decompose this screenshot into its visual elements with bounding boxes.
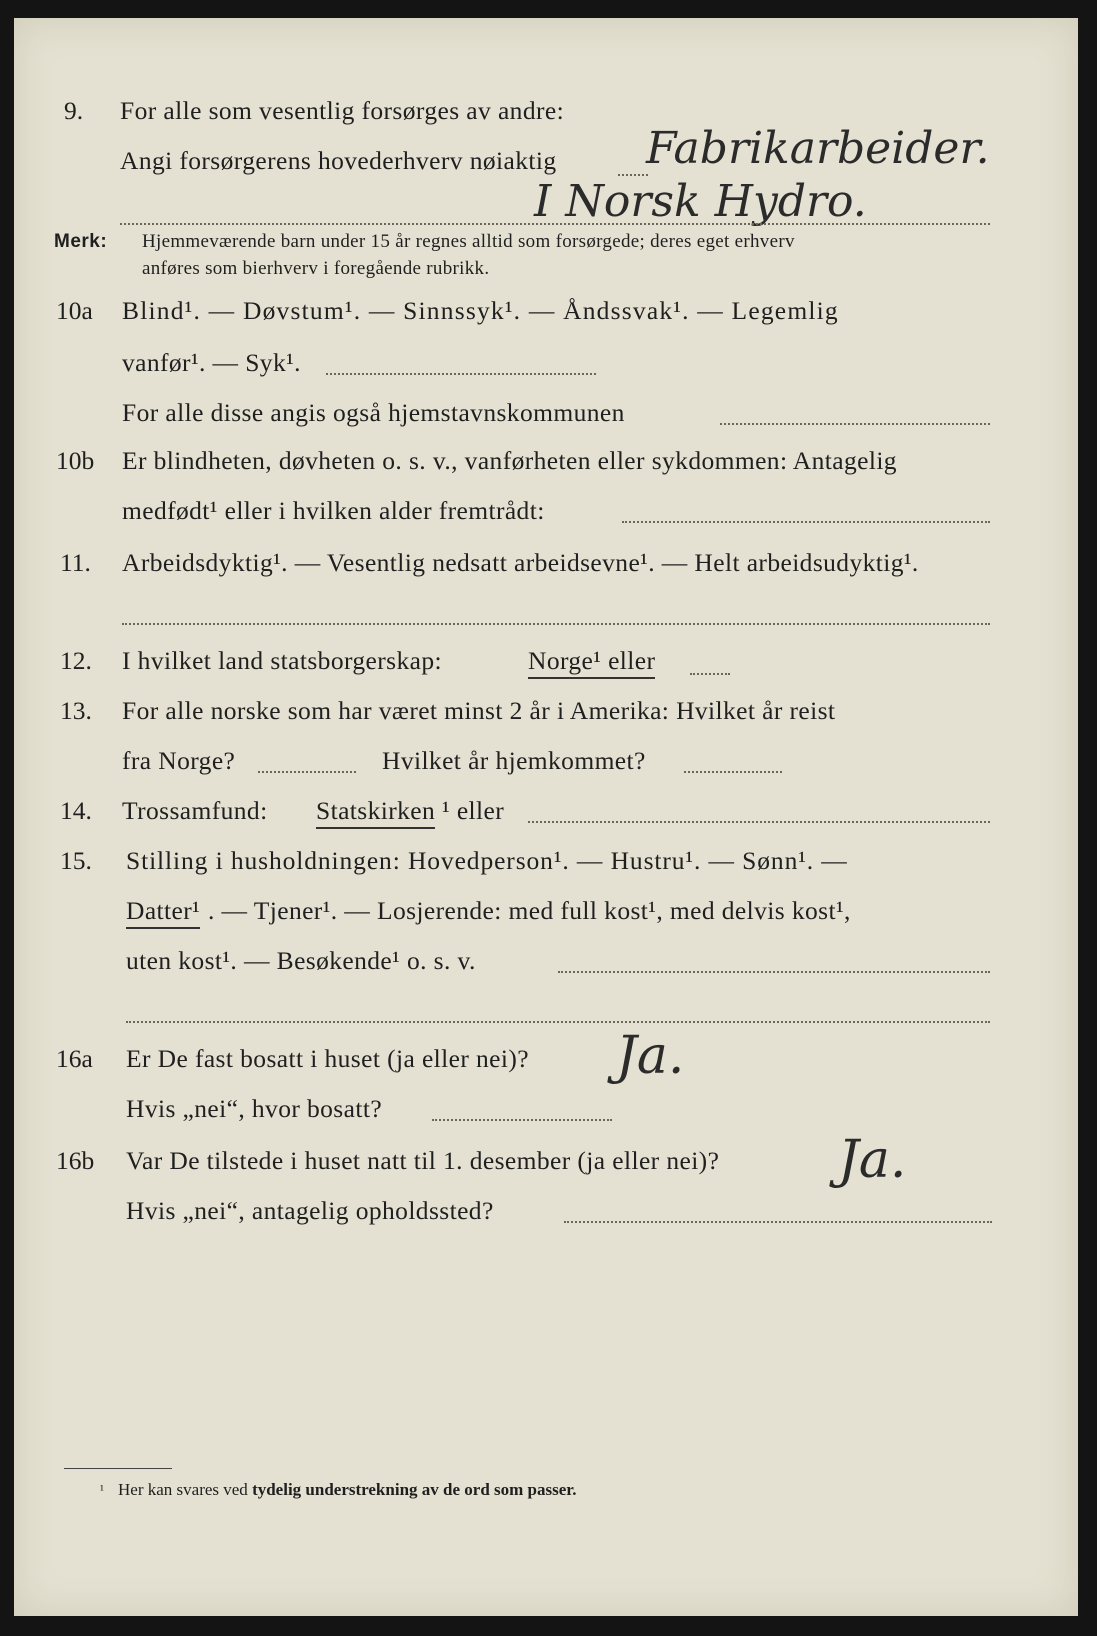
census-form-page <box>14 18 1078 1616</box>
q16b-line1: Var De tilstede i huset natt til 1. desember (ja eller nei)? <box>126 1146 720 1175</box>
q13-dotted-line-2 <box>684 771 782 773</box>
q15-line3: uten kost¹. — Besøkende¹ o. s. v. <box>126 946 476 975</box>
footnote-rule <box>64 1468 172 1469</box>
q10a-line3: For alle disse angis også hjemstavnskommunen <box>122 398 625 427</box>
q9-line1: For alle som vesentlig forsørges av andre: <box>120 96 565 125</box>
item-number-13: 13. <box>60 696 92 725</box>
q12-dotted-line <box>690 673 730 675</box>
q12-underlined-answer: Norge¹ eller <box>528 646 655 679</box>
q15-line1: Stilling i husholdningen: Hovedperson¹. — Hustru¹. — Sønn¹. — <box>126 846 848 875</box>
footnote-text-plain: Her kan svares ved <box>118 1480 253 1499</box>
merk-line2: anføres som bierhverv i foregående rubrikk. <box>142 258 490 279</box>
merk-label: Merk: <box>54 231 108 252</box>
q15-underlined-answer: Datter¹ <box>126 896 200 929</box>
q15-dotted-line-2 <box>126 1021 990 1023</box>
q11-dotted-line <box>122 623 990 625</box>
q14-underlined-answer: Statskirken <box>316 796 435 829</box>
item-number-16b: 16b <box>56 1146 95 1175</box>
q16b-dotted-line <box>564 1221 992 1223</box>
q12-line1: I hvilket land statsborgerskap: <box>122 646 442 675</box>
q14-label: Trossamfund: <box>122 796 268 825</box>
q10a-dotted-line-2 <box>720 423 990 425</box>
footnote-text-bold: tydelig understrekning av de ord som passer. <box>252 1480 577 1499</box>
q10b-line2: medfødt¹ eller i hvilken alder fremtrådt: <box>122 496 545 525</box>
q10a-dotted-line-1 <box>326 373 596 375</box>
item-number-11: 11. <box>60 548 91 577</box>
q16a-dotted-line <box>432 1119 612 1121</box>
item-number-16a: 16a <box>56 1044 93 1073</box>
q15-line2: . — Tjener¹. — Losjerende: med full kost¹, med delvis kost¹, <box>208 896 851 925</box>
q10a-line2: vanfør¹. — Syk¹. <box>122 348 301 377</box>
merk-line1: Hjemmeværende barn under 15 år regnes alltid som forsørgede; deres eget erhverv <box>142 231 795 252</box>
q9-handwritten-employer: I Norsk Hydro. <box>534 176 867 227</box>
item-number-14: 14. <box>60 796 92 825</box>
q9-line2: Angi forsørgerens hovederhverv nøiaktig <box>120 146 557 175</box>
footnote-text <box>118 1480 577 1500</box>
q9-handwritten-occupation: Fabrikarbeider. <box>646 123 990 174</box>
q10a-line1: Blind¹. — Døvstum¹. — Sinnssyk¹. — Åndssvak¹. — Legemlig <box>122 296 839 325</box>
q16a-line1: Er De fast bosatt i huset (ja eller nei)? <box>126 1044 529 1073</box>
q13-line1: For alle norske som har været minst 2 år i Amerika: Hvilket år reist <box>122 696 836 725</box>
item-number-10a: 10a <box>56 296 93 325</box>
q15-dotted-line-1 <box>558 971 990 973</box>
q10b-dotted-line <box>622 521 990 523</box>
q16b-line2: Hvis „nei“, antagelig opholdssted? <box>126 1196 494 1225</box>
item-number-12: 12. <box>60 646 92 675</box>
item-number-9: 9. <box>64 96 84 125</box>
q11-line1: Arbeidsdyktig¹. — Vesentlig nedsatt arbeidsevne¹. — Helt arbeidsudyktig¹. <box>122 548 919 577</box>
item-number-15: 15. <box>60 846 92 875</box>
q16b-handwritten-answer: Ja. <box>838 1130 907 1190</box>
footnote-mark: ¹ <box>100 1482 104 1497</box>
q10b-line1: Er blindheten, døvheten o. s. v., vanførheten eller sykdommen: Antagelig <box>122 446 897 475</box>
q16a-line2: Hvis „nei“, hvor bosatt? <box>126 1094 383 1123</box>
q14-rest: ¹ eller <box>442 796 505 825</box>
q14-dotted-line <box>528 821 990 823</box>
q13-line2a: fra Norge? <box>122 746 236 775</box>
q13-line2b: Hvilket år hjemkommet? <box>382 746 646 775</box>
q9-dotted-line-2 <box>120 223 990 225</box>
q13-dotted-line-1 <box>258 771 356 773</box>
item-number-10b: 10b <box>56 446 95 475</box>
q16a-handwritten-answer: Ja. <box>616 1026 685 1086</box>
